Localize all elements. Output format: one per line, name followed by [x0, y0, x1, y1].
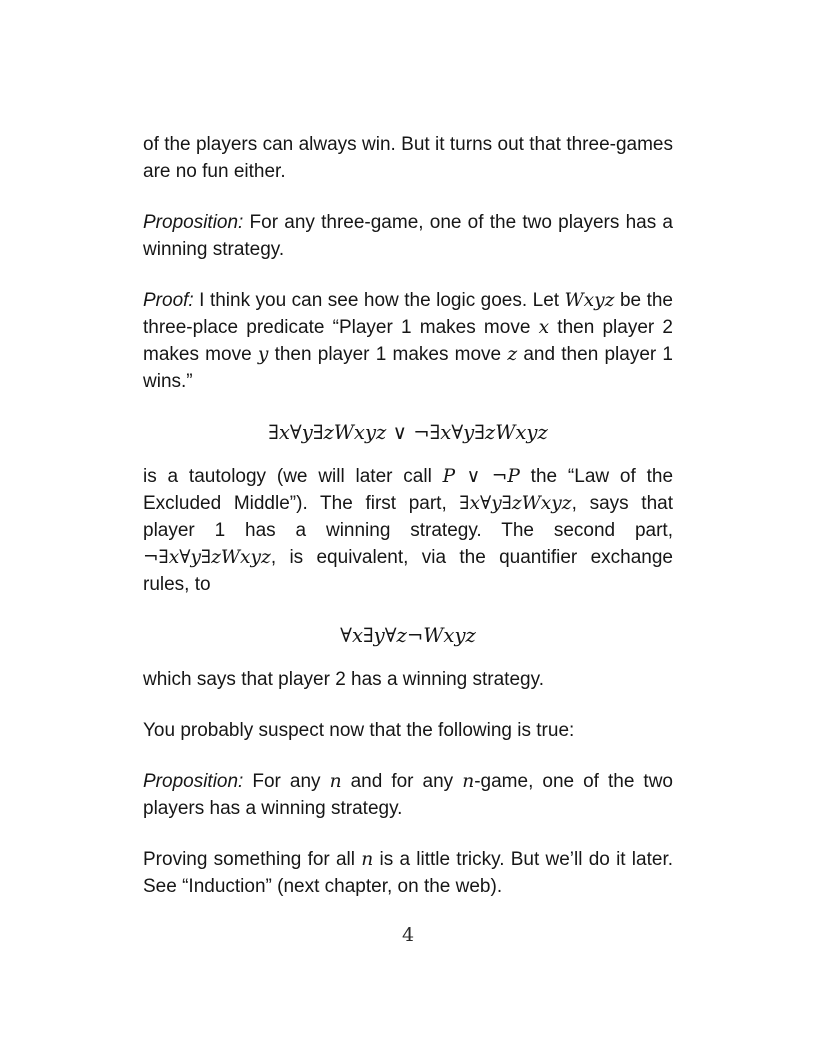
text-run: ∀: [289, 421, 302, 444]
text-run: ∃: [312, 421, 324, 444]
text-run: x: [538, 317, 550, 338]
text-run: Wxyz: [333, 421, 387, 444]
text-run: ∨ ¬: [455, 466, 508, 487]
text-run: You probably suspect now that the following is true:: [143, 720, 575, 741]
paragraph-intro: [143, 131, 673, 185]
text-run: y: [301, 421, 313, 444]
text-run: ∃: [200, 547, 212, 568]
page-number: 4: [401, 924, 415, 946]
text-run: Wxyz: [521, 493, 572, 514]
paragraph-induction-note: [143, 846, 673, 900]
text-run: ∃: [474, 421, 485, 444]
text-run: ∀: [451, 421, 464, 444]
text-run: y: [463, 421, 475, 444]
text-run: Wxyz: [564, 290, 615, 311]
text-run: n: [329, 771, 342, 792]
text-run: is a tautology (we will later call: [143, 466, 443, 487]
text-run: For any: [243, 771, 330, 792]
display-formula-quantifier-exchange: [143, 622, 673, 650]
text-run: P: [442, 466, 456, 487]
text-run: Proposition:: [143, 212, 244, 233]
text-run: Proposition:: [143, 771, 244, 792]
text-run: , says that player 1 has a winning strategy. The second part,: [143, 493, 673, 541]
text-run: x: [351, 624, 363, 647]
text-run: be the three-place predicate “Player 1 makes move: [143, 290, 673, 338]
text-run: x: [278, 421, 290, 444]
display-formula-tautology: [143, 419, 673, 447]
text-run: the “Law of the Excluded Middle”). The first part,: [143, 466, 674, 514]
text-run: x: [168, 547, 180, 568]
text-run: x: [440, 421, 452, 444]
text-run: ∀: [179, 547, 191, 568]
text-run: y: [491, 493, 502, 514]
text-run: then player 2 makes move: [143, 317, 673, 365]
text-run: then player 1 makes move: [268, 344, 508, 365]
text-block: [143, 131, 673, 924]
text-run: y: [257, 344, 269, 365]
text-run: y: [373, 624, 385, 647]
paragraph-tautology-explanation: [143, 463, 673, 598]
paragraph-suspect: [143, 717, 673, 744]
text-run: Wxyz: [220, 547, 271, 568]
text-run: ∃: [363, 624, 374, 647]
paragraph-proof: [143, 287, 673, 395]
text-run: P: [507, 466, 520, 487]
text-run: , is equivalent, via the quantifier exchange rules, to: [143, 547, 673, 595]
text-run: ∨ ¬∃: [386, 421, 441, 444]
text-run: Proof:: [143, 290, 194, 311]
paragraph-player2-strategy: [143, 666, 673, 693]
text-run: ∃: [268, 421, 279, 444]
text-run: and then player 1 wins.”: [143, 344, 673, 392]
text-run: ∃: [501, 493, 512, 514]
text-run: z: [511, 493, 522, 514]
text-run: -game, one of the two players has a winning strategy.: [143, 771, 673, 819]
paragraph-proposition-n-game: [143, 768, 673, 822]
paragraph-proposition-three-game: [143, 209, 673, 263]
text-run: which says that player 2 has a winning strategy.: [143, 669, 544, 690]
text-run: and for any: [341, 771, 463, 792]
text-run: n: [462, 771, 475, 792]
text-run: ∀: [480, 493, 492, 514]
text-run: y: [190, 547, 201, 568]
text-run: For any three-game, one of the two players has a winning strategy.: [143, 212, 673, 260]
text-run: z: [484, 421, 496, 444]
text-run: is a little tricky. But we’ll do it later. See “Induction” (next chapter, on the web).: [143, 849, 674, 897]
text-run: ∀: [340, 624, 352, 647]
text-run: ¬: [406, 624, 424, 647]
text-run: z: [396, 624, 407, 647]
text-run: z: [507, 344, 518, 365]
text-run: Wxyz: [495, 421, 548, 444]
text-run: z: [323, 421, 334, 444]
text-run: of the players can always win. But it turns out that three-games are no fun either.: [143, 134, 673, 182]
text-run: I think you can see how the logic goes. Let: [193, 290, 565, 311]
text-run: ¬∃: [143, 547, 169, 568]
text-run: ∀: [384, 624, 397, 647]
text-run: n: [361, 849, 374, 870]
text-run: x: [469, 493, 480, 514]
text-run: z: [211, 547, 221, 568]
text-run: ∃: [459, 493, 470, 514]
text-run: Proving something for all: [143, 849, 362, 870]
text-run: Wxyz: [423, 624, 476, 647]
